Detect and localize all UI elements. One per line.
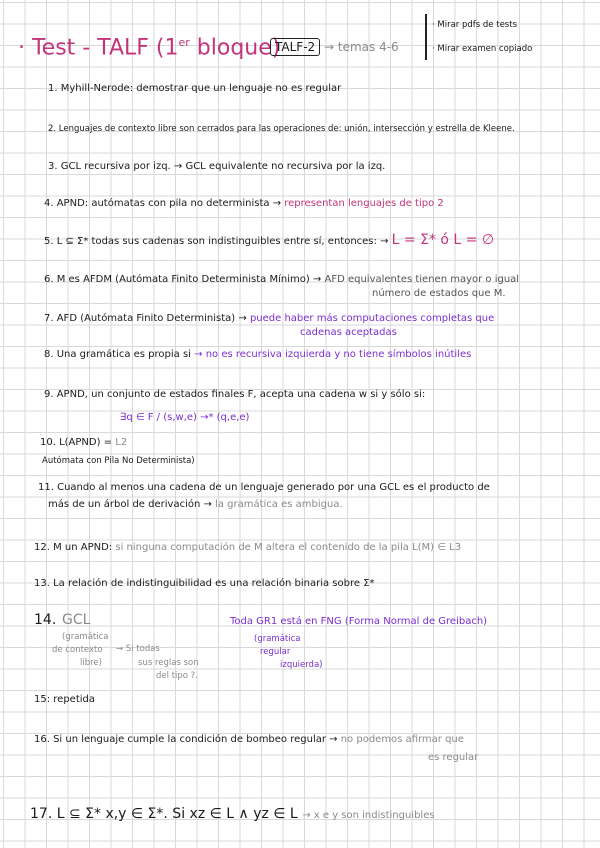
item-12-text: 12. M un APND: [34,542,113,553]
item-17-text: 17. L ⊆ Σ* x,y ∈ Σ*. Si xz ∈ L ∧ yz ∈ L [30,806,298,822]
topic-range: → temas 4-6 [324,40,399,54]
item-9-answer: ∃q ∈ F / (s,w,e) →* (q,e,e) [120,412,250,423]
item-16 [34,734,464,746]
item-12-answer: si ninguna computación de M altera el contenido de la pila L(M) ∈ L3 [115,542,462,553]
item-14-gcl: GCL [62,612,91,628]
item-16-text: 16. Si un lenguaje cumple la condición de bombeo regular → [34,734,338,745]
header-divider [425,14,427,60]
item-4-text: 4. APND: autómatas con pila no determinista → [44,198,282,209]
item-6-answer-cont: número de estados que M. [372,288,506,299]
item-9: 9. APND, un conjunto de estados finales F, acepta una cadena w si y sólo si: [44,389,426,400]
title-prefix: · Test - TALF (1 [18,35,179,61]
item-7-answer: puede haber más computaciones completas que [249,313,495,324]
item-10 [40,437,127,449]
item-7-answer-cont: cadenas aceptadas [300,327,397,338]
item-17 [30,808,435,822]
item-6 [44,274,519,286]
item-10-text: 10. L(APND) = [40,437,113,448]
item-14-number: 14. [34,612,57,628]
note-2: · Mirar examen copiado [432,44,533,54]
item-16-answer-cont: es regular [428,752,479,763]
item-13: 13. La relación de indistinguibilidad es una relación binaria sobre Σ* [34,578,375,589]
item-7 [44,313,494,325]
item-17-answer: → x e y son indistinguibles [302,810,435,821]
title-suffix: bloque) [189,35,281,61]
item-2: 2. Lenguajes de contexto libre son cerrados para las operaciones de: unión, intersección y estrella de Kleene. [48,124,515,134]
item-14-gcl-line3: libre) [80,658,102,668]
item-14-right-line2: regular [260,647,291,657]
item-4 [44,198,444,210]
item-14-rules-line2: del tipo ?. [156,671,198,681]
item-5-text: 5. L ⊆ Σ* todas sus cadenas son indistinguibles entre sí, entonces: → [44,236,389,247]
item-5-answer: L = Σ* ó L = ∅ [391,232,495,248]
note-1: · Mirar pdfs de tests [432,20,517,30]
topic-tag [270,40,399,54]
item-15: 15: repetida [34,694,95,705]
talf-tag-box: TALF-2 [270,38,320,56]
item-4-answer: representan lenguajes de tipo 2 [284,198,444,209]
item-14-right: Toda GR1 está en FNG (Forma Normal de Greibach) [230,616,488,627]
item-11: 11. Cuando al menos una cadena de un lenguaje generado por una GCL es el producto de [38,482,490,493]
item-11-answer: la gramática es ambigua. [215,499,343,510]
item-14-right-line1: (gramática [254,634,301,644]
item-14-right-line3: izquierda) [280,660,323,670]
page-title [18,30,280,61]
item-1: 1. Myhill-Nerode: demostrar que un lenguaje no es regular [48,83,342,94]
item-7-text: 7. AFD (Autómata Finito Determinista) → [44,313,247,324]
item-8 [44,349,471,361]
item-8-answer: → no es recursiva izquierda y no tiene símbolos inútiles [194,349,472,360]
item-6-text: 6. M es AFDM (Autómata Finito Determinista Mínimo) → [44,274,322,285]
item-10-note: Autómata con Pila No Determinista) [42,456,195,466]
item-6-answer: AFD equivalentes tienen mayor o igual [324,274,520,285]
item-11-text: más de un árbol de derivación → [48,499,212,510]
item-14-gcl-line2: de contexto [52,645,103,655]
item-5 [44,234,494,248]
item-3: 3. GCL recursiva por izq. → GCL equivalente no recursiva por la izq. [48,161,386,172]
item-10-answer: L2 [115,437,128,448]
title-sup: er [178,36,190,49]
item-11-cont [48,499,343,511]
item-12 [34,542,461,554]
item-14-gcl-line1: (gramática [62,632,109,642]
item-14-arrow: → Si todas [116,644,160,654]
item-14-rules-line1: sus reglas son [138,658,199,668]
item-16-answer: no podemos afirmar que [340,734,464,745]
item-8-text: 8. Una gramática es propia si [44,349,191,360]
